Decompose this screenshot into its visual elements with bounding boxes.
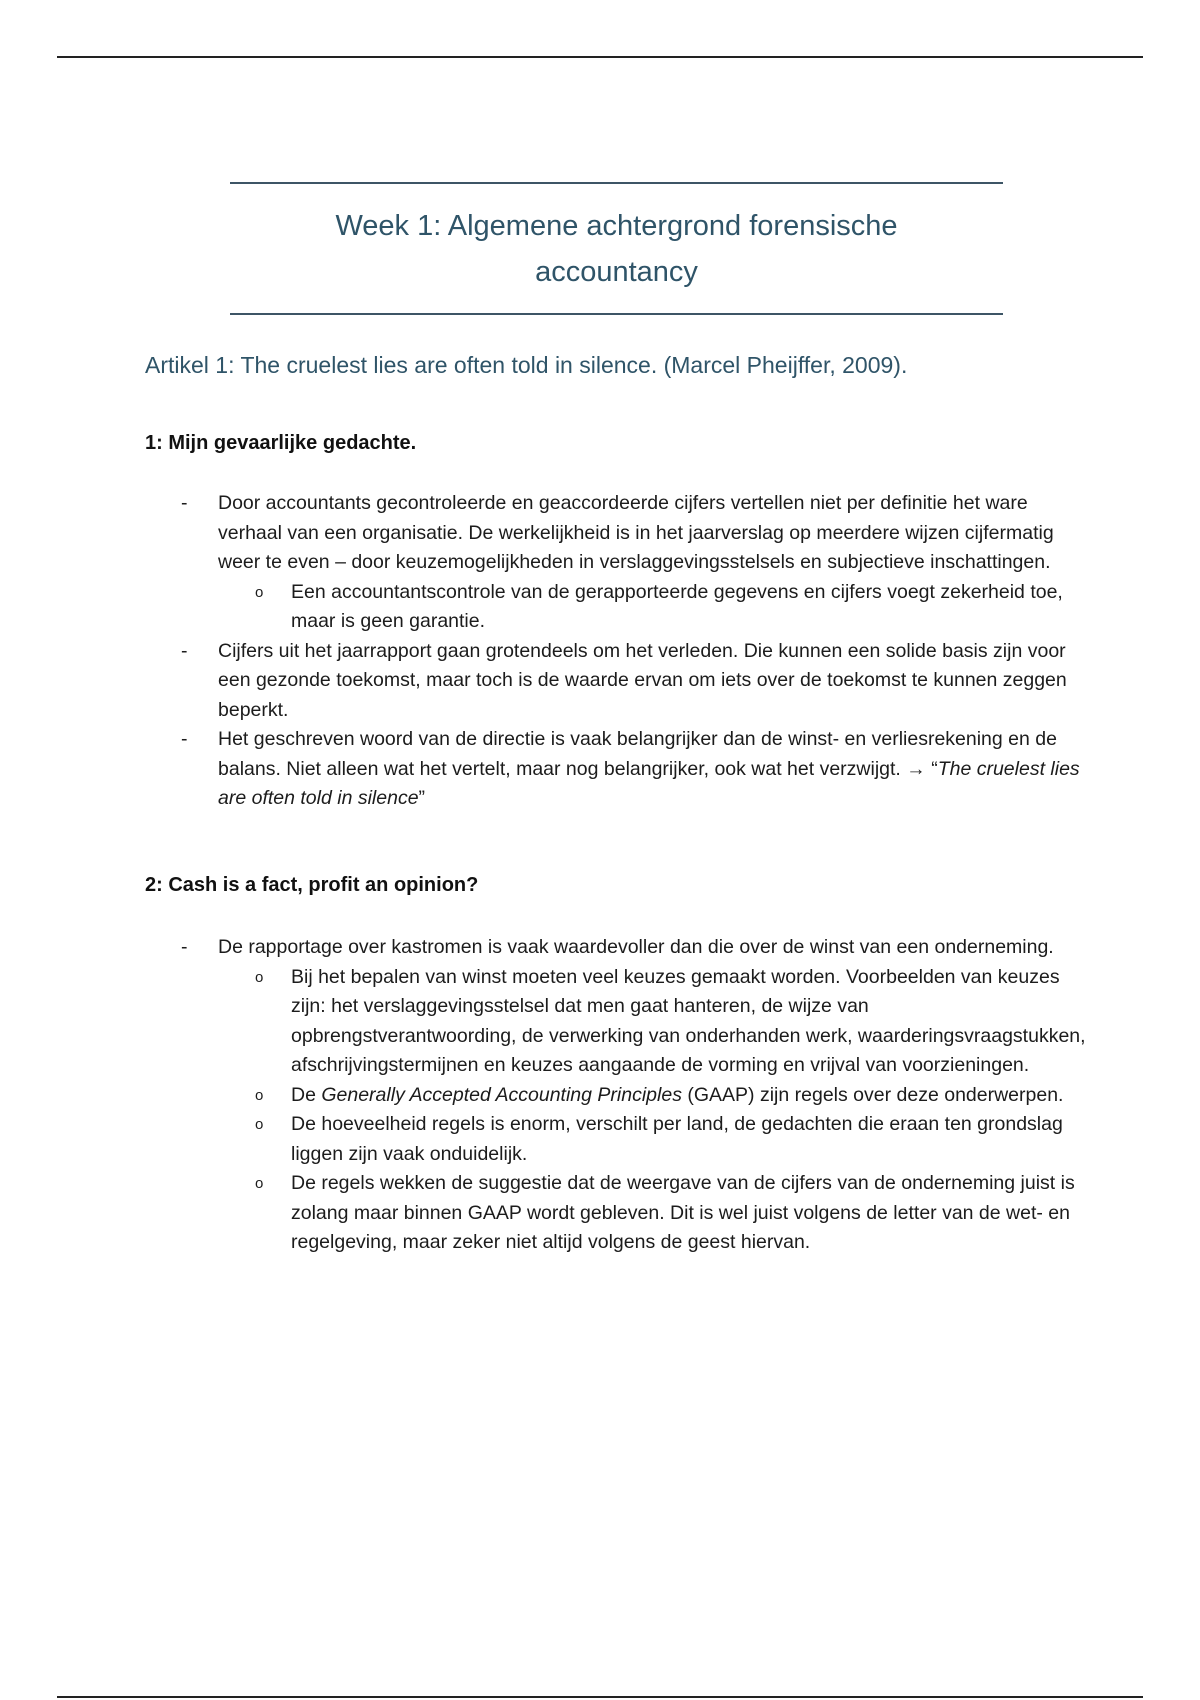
circle-bullet: o [255, 968, 264, 986]
circle-bullet: o [255, 1086, 264, 1104]
list-item [145, 637, 1095, 726]
page-title [297, 203, 937, 295]
sub-list-item [218, 1169, 1095, 1258]
sub-list-item [218, 578, 1095, 637]
list-item-text: Cijfers uit het jaarrapport gaan grotendeels om het verleden. Die kunnen een solide basis zijn voor een gezonde toekomst, maar toch is de waarde ervan om iets over de toekomst te kunnen zeggen beperkt. [218, 639, 1067, 721]
circle-bullet: o [255, 583, 264, 601]
dash-bullet: - [181, 492, 188, 514]
section-2-heading: 2: Cash is a fact, profit an opinion? [145, 874, 479, 896]
list-item-text: Door accountants gecontroleerde en geaccordeerde cijfers vertellen niet per definitie het ware verhaal van een organisatie. De werkelijkheid is in het jaarverslag op meerdere wijzen cijfermatig weer te even – door keuzemogelijkheden in verslaggevingsstelsels en subjectieve inschattingen. [218, 492, 1054, 573]
article-heading: Artikel 1: The cruelest lies are often told in silence. (Marcel Pheijffer, 2009). [145, 352, 908, 378]
sub-list-item-text: Een accountantscontrole van de gerapporteerde gegevens en cijfers voegt zekerheid toe, maar is geen garantie. [291, 580, 1063, 632]
dash-bullet: - [181, 639, 188, 662]
list-item [145, 725, 1095, 814]
sub-list [218, 963, 1095, 1258]
title-block [230, 182, 1003, 315]
page-top-rule [57, 56, 1143, 58]
list-item-text-end: ” [418, 787, 426, 809]
list-item-text: De rapportage over kastromen is vaak waardevoller dan die over de winst van een onderneming. [218, 936, 1054, 958]
list-item [145, 489, 1095, 637]
sub-list-item [218, 963, 1095, 1081]
circle-bullet: o [255, 1175, 264, 1192]
sub-list-item-text: Bij het bepalen van winst moeten veel keuzes gemaakt worden. Voorbeelden van keuzes zijn: het verslaggevingsstelsel dat men gaat hanteren, de wijze van opbrengstverantwoording, de verwerking van onderhanden werk, waarderingsvraagstukken, afschrijvingstermijnen en keuzes aangaande de vorming en vrijval van voorzieningen. [291, 965, 1086, 1076]
section-2-list [145, 933, 1095, 1258]
sub-list-item-text-end: (GAAP) zijn regels over deze onderwerpen. [681, 1083, 1064, 1106]
section-1-heading: 1: Mijn gevaarlijke gedachte. [145, 432, 417, 454]
sub-list-item-text: De hoeveelheid regels is enorm, verschilt per land, de gedachten die eraan ten grondslag liggen zijn vaak onduidelijk. [291, 1113, 1063, 1165]
circle-bullet: o [255, 1116, 264, 1133]
sub-list [218, 578, 1095, 637]
quote-emphasis: The cruelest lies are often told in silence [218, 757, 1080, 809]
list-item-text-start: Het geschreven woord van de directie is vaak belangrijker dan de winst- en verliesrekening en de balans. Niet alleen wat het vertelt, maar nog belangrijker, ook wat het verzwijgt. → “ [218, 728, 1057, 780]
sub-list-item-text: De regels wekken de suggestie dat de weergave van de cijfers van de onderneming juist is zolang maar binnen GAAP wordt gebleven. Dit is wel juist volgens de letter van de wet- en regelgeving, maar zeker niet altijd volgens de geest hiervan. [291, 1172, 1075, 1253]
page-bottom-rule [57, 1696, 1143, 1698]
sub-list-item [218, 1110, 1095, 1169]
sub-list-item-text-start: De [291, 1083, 322, 1106]
list-item [145, 933, 1095, 1258]
dash-bullet: - [181, 728, 188, 750]
section-1-list [145, 489, 1095, 814]
dash-bullet: - [181, 936, 188, 958]
sub-list-item [218, 1081, 1095, 1111]
page-title-line-1: Week 1: Algemene achtergrond forensische [335, 209, 898, 242]
page-title-line-2: accountancy [535, 255, 698, 288]
gaap-emphasis: Generally Accepted Accounting Principles [321, 1083, 682, 1106]
